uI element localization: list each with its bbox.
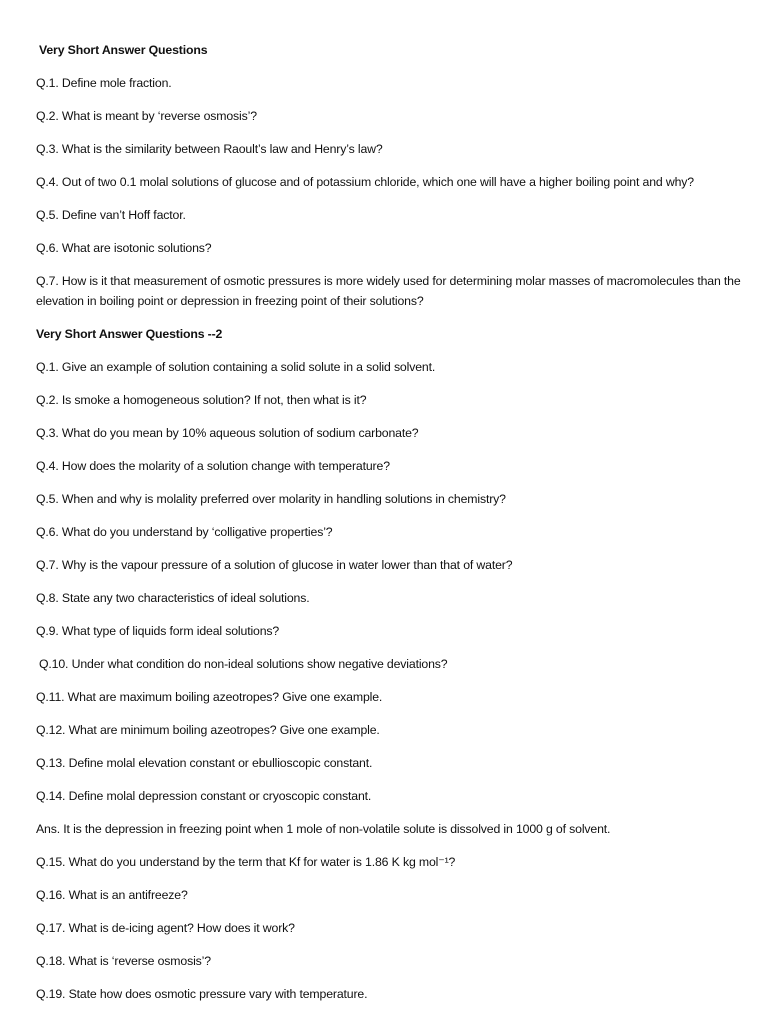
document-page [36, 40, 748, 1004]
answer-s2-q14: Ans. It is the depression in freezing point when 1 mole of non-volatile solute is dissolved in 1000 g of solvent. [36, 822, 611, 836]
question-s2-q7: Q.7. Why is the vapour pressure of a solution of glucose in water lower than that of water? [36, 558, 513, 572]
question-s1-q7: Q.7. How is it that measurement of osmotic pressures is more widely used for determining molar masses of macromolecules than the elevation in boiling point or depression in freezing point of their solutions? [36, 274, 741, 308]
section-1-heading: Very Short Answer Questions [39, 43, 208, 57]
question-s1-q1: Q.1. Define mole fraction. [36, 76, 172, 90]
question-s2-q6: Q.6. What do you understand by ‘colligative properties’? [36, 525, 333, 539]
question-s2-q16: Q.16. What is an antifreeze? [36, 888, 188, 902]
question-s1-q5: Q.5. Define van’t Hoff factor. [36, 208, 186, 222]
question-s2-q4: Q.4. How does the molarity of a solution change with temperature? [36, 459, 390, 473]
question-s2-q12: Q.12. What are minimum boiling azeotropes? Give one example. [36, 723, 380, 737]
question-s2-q8: Q.8. State any two characteristics of ideal solutions. [36, 591, 310, 605]
question-s1-q6: Q.6. What are isotonic solutions? [36, 241, 212, 255]
question-s2-q5: Q.5. When and why is molality preferred over molarity in handling solutions in chemistry? [36, 492, 506, 506]
question-s1-q4: Q.4. Out of two 0.1 molal solutions of glucose and of potassium chloride, which one will have a higher boiling point and why? [36, 175, 694, 189]
question-s2-q15: Q.15. What do you understand by the term that Kf for water is 1.86 K kg mol⁻¹? [36, 855, 456, 869]
question-s2-q19: Q.19. State how does osmotic pressure vary with temperature. [36, 987, 368, 1001]
question-s2-q2: Q.2. Is smoke a homogeneous solution? If not, then what is it? [36, 393, 367, 407]
question-s2-q3: Q.3. What do you mean by 10% aqueous solution of sodium carbonate? [36, 426, 419, 440]
question-s2-q1: Q.1. Give an example of solution containing a solid solute in a solid solvent. [36, 360, 436, 374]
question-s1-q2: Q.2. What is meant by ‘reverse osmosis’? [36, 109, 257, 123]
section-2-heading: Very Short Answer Questions --2 [36, 327, 223, 341]
question-s2-q9: Q.9. What type of liquids form ideal solutions? [36, 624, 280, 638]
question-s2-q13: Q.13. Define molal elevation constant or ebullioscopic constant. [36, 756, 373, 770]
question-s2-q11: Q.11. What are maximum boiling azeotropes? Give one example. [36, 690, 383, 704]
question-s1-q3: Q.3. What is the similarity between Raoult’s law and Henry’s law? [36, 142, 383, 156]
question-s2-q18: Q.18. What is ‘reverse osmosis’? [36, 954, 211, 968]
question-s2-q14: Q.14. Define molal depression constant or cryoscopic constant. [36, 789, 372, 803]
question-s2-q17: Q.17. What is de-icing agent? How does it work? [36, 921, 295, 935]
question-s2-q10: Q.10. Under what condition do non-ideal solutions show negative deviations? [39, 657, 448, 671]
